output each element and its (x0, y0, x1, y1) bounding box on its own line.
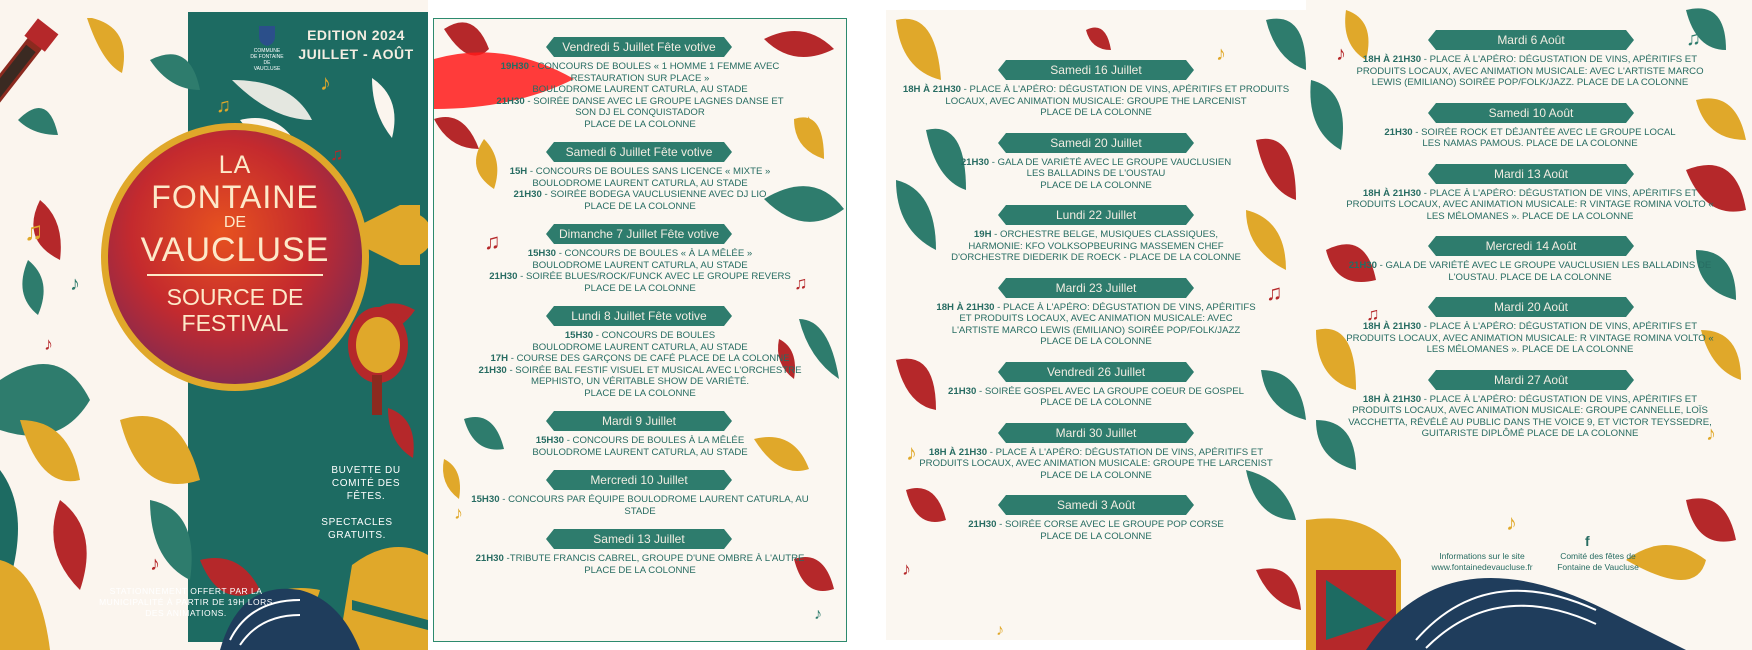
event-time: 18H À 21H30 (936, 301, 995, 313)
event-line: LES NAMAS PAMOUS. PLACE DE LA COLONNE (1422, 138, 1638, 149)
shield-icon (257, 24, 277, 46)
event-details (890, 519, 1302, 542)
event-date-header: Samedi 20 Juillet (1006, 133, 1186, 153)
festival-poster (0, 0, 428, 650)
svg-text:♪: ♪ (902, 559, 911, 579)
event-time: 21H30 (948, 385, 977, 397)
event-line: 21H30 - SOIRÉE BAL FESTIF VISUEL ET MUSICAL AVEC L'ORCHESTRE (478, 364, 802, 376)
svg-text:♪: ♪ (996, 622, 1004, 639)
event-date-header: Samedi 6 Juillet Fête votive (554, 142, 724, 162)
comite-line-2: Fontaine de Vaucluse (1557, 561, 1639, 572)
event-time: 21H30 (475, 553, 504, 564)
title-divider (147, 274, 323, 276)
event-line: PLACE DE LA COLONNE (584, 200, 696, 212)
event-line: 21H30 - GALA DE VARIÉTÉ AVEC LE GROUPE VAUCLUSIEN LES BALLADINS DE (1348, 260, 1712, 271)
event-time: 19H30 (500, 61, 529, 72)
svg-text:♫: ♫ (330, 144, 344, 164)
event-line: 15H - CONCOURS DE BOULES SANS LICENCE « MIXTE » (509, 166, 771, 177)
municipality-badge (250, 24, 284, 72)
event-line: LOCAUX, AVEC ANIMATION MUSICALE: GROUPE THE LARCENIST (945, 95, 1247, 107)
event-line: 19H - ORCHESTRE BELGE, MUSIQUES CLASSIQUES, (973, 229, 1219, 240)
event-date-header: Mercredi 14 Août (1436, 236, 1626, 256)
svg-text:♪: ♪ (1336, 43, 1346, 65)
event-time: 15H30 (471, 494, 500, 505)
event-line: 18H À 21H30 - PLACE À L'APÉRO: DÉGUSTATION DE VINS, APÉRITIFS (936, 301, 1256, 313)
event-details (890, 447, 1302, 482)
facebook-icon[interactable]: f (1585, 533, 1590, 549)
event-details (890, 302, 1302, 348)
event-line: LES MÉLOMANES ». PLACE DE LA COLONNE (1426, 344, 1634, 355)
event-date-header: Samedi 3 Août (1006, 495, 1186, 515)
title-de: DE (223, 214, 247, 231)
schedule-panel-1 (433, 18, 847, 642)
svg-text:♫: ♫ (24, 216, 44, 246)
schedule-panel-3 (1306, 0, 1752, 650)
event-time: 18H À 21H30 (902, 84, 962, 95)
event-time: 21H30 (496, 95, 525, 107)
edition-year: EDITION 2024 (307, 27, 405, 43)
edition-label (296, 26, 416, 64)
event-date-header: Lundi 8 Juillet Fête votive (554, 306, 724, 326)
event-line: 18H À 21H30 - PLACE À L'APÉRO: DÉGUSTATION DE VINS, APÉRITIFS ET PRODUITS (902, 84, 1290, 95)
event-line: 15H30 - CONCOURS DE BOULES (564, 330, 716, 341)
event-time: 18H À 21H30 (1362, 54, 1422, 65)
event-line: D'ORCHESTRE DIEDERIK DE ROECK - PLACE DE LA COLONNE (951, 252, 1241, 263)
event-line: 17H - COURSE DES GARÇONS DE CAFÉ PLACE DE LA COLONNE (490, 353, 790, 364)
event-line: LEWIS (EMILIANO) SOIRÉE POP/FOLK/JAZZ. PLACE DE LA COLONNE (1371, 77, 1689, 88)
event-date-header: Mardi 27 Août (1436, 370, 1626, 390)
event-line: LES BALLADINS DE L'OUSTAU (1026, 168, 1166, 179)
svg-text:♪: ♪ (814, 606, 822, 623)
schedule-panel-2 (886, 10, 1306, 640)
event-line: 18H À 21H30 - PLACE À L'APÉRO: DÉGUSTATION DE VINS, APÉRITIFS ET (1362, 54, 1698, 65)
event-line: PLACE DE LA COLONNE (1040, 179, 1152, 191)
event-time: 21H30 (1384, 126, 1413, 138)
event-date-header: Samedi 10 Août (1436, 103, 1626, 123)
event-line: 21H30 - SOIRÉE BODEGA VAUCLUSIENNE AVEC DJ LIO (513, 189, 767, 200)
event-line: 21H30 -TRIBUTE FRANCIS CABREL, GROUPE D'UNE OMBRE À L'AUTRE (475, 553, 805, 564)
event-line: PRODUITS LOCAUX, AVEC ANIMATION MUSICALE: AVEC L'ARTISTE MARCO (1356, 65, 1704, 77)
event-line: L'ARTISTE MARCO LEWIS (EMILIANO) SOIRÉE POP/FOLK/JAZZ (951, 324, 1241, 336)
svg-text:♪: ♪ (70, 273, 80, 295)
svg-text:♪: ♪ (320, 70, 331, 95)
event-details (1314, 260, 1746, 283)
comite-info (1538, 551, 1658, 572)
event-line: 19H30 - CONCOURS DE BOULES « 1 HOMME 1 FEMME AVEC (500, 61, 780, 72)
svg-text:♪: ♪ (44, 334, 53, 354)
parking-text: STATIONNEMENT OFFERT PAR LA MUNICIPALITÉ À PARTIR DE 19H LORS DES ANIMATIONS. (99, 586, 273, 618)
event-line: BOULODROME LAURENT CATURLA, AU STADE (532, 259, 748, 271)
event-time: 21H30 (1348, 260, 1377, 271)
event-line: MEPHISTO, UN VÉRITABLE SHOW DE VARIÉTÉ. (530, 376, 750, 387)
event-time: 17H (490, 353, 509, 364)
event-time: 21H30 (489, 271, 518, 282)
event-line: 15H30 - CONCOURS PAR ÉQUIPE BOULODROME LAURENT CATURLA, AU (471, 494, 809, 505)
event-date-header: Vendredi 5 Juillet Fête votive (554, 37, 724, 57)
event-line: L'OUSTAU. PLACE DE LA COLONNE (1448, 271, 1612, 283)
event-details (440, 166, 840, 212)
event-date-header: Samedi 13 Juillet (554, 529, 724, 549)
event-details (1314, 321, 1746, 356)
svg-text:♪: ♪ (1506, 510, 1517, 535)
svg-text:♪: ♪ (150, 553, 160, 575)
event-date-header: Mardi 23 Juillet (1006, 278, 1186, 298)
buvette-text: BUVETTE DU COMITÉ DES FÊTES. (331, 465, 401, 502)
event-line: 21H30 - SOIRÉE ROCK ET DÉJANTÉE AVEC LE GROUPE LOCAL (1384, 126, 1676, 138)
event-line: 15H30 - CONCOURS DE BOULES À LA MÊLÉE (535, 435, 745, 446)
event-time: 18H À 21H30 (928, 446, 988, 458)
svg-text:♫: ♫ (794, 273, 808, 293)
event-details (1314, 188, 1746, 223)
svg-text:♫: ♫ (1366, 304, 1380, 324)
event-time: 21H30 (513, 189, 542, 200)
event-line: PLACE DE LA COLONNE (1040, 469, 1152, 481)
event-details (1314, 394, 1746, 440)
event-line: PLACE DE LA COLONNE (1040, 336, 1152, 347)
event-line: VACCHETTA, RÉVÉLÉ AU PUBLIC DANS THE VOICE 9, ET VICTOR TEYSSEDRE, (1348, 416, 1712, 428)
title-fontaine: FONTAINE (151, 179, 319, 215)
event-line: SON DJ EL CONQUISTADOR (575, 107, 705, 118)
svg-text:♫: ♫ (216, 95, 231, 117)
event-line: STADE (624, 505, 656, 517)
event-line: 21H30 - SOIRÉE DANSE AVEC LE GROUPE LAGNES DANSE ET (496, 95, 784, 107)
event-line: 21H30 - GALA DE VARIÉTÉ AVEC LE GROUPE VAUCLUSIEN (960, 156, 1232, 168)
svg-text:♫: ♫ (1686, 28, 1701, 50)
event-line: PRODUITS LOCAUX, AVEC ANIMATION MUSICALE: R VINTAGE ROMINA VOLTO « (1346, 332, 1714, 344)
event-details (890, 84, 1302, 119)
event-line: BOULODROME LAURENT CATURLA, AU STADE (532, 84, 748, 95)
svg-text:♫: ♫ (484, 229, 501, 254)
event-details (440, 494, 840, 517)
event-details (890, 386, 1302, 409)
event-date-header: Lundi 22 Juillet (1006, 205, 1186, 225)
poster-title (110, 150, 360, 336)
event-line: 21H30 - SOIRÉE GOSPEL AVEC LA GROUPE COEUR DE GOSPEL (948, 385, 1244, 397)
event-time: 21H30 (960, 156, 990, 168)
event-date-header: Vendredi 26 Juillet (1006, 362, 1186, 382)
event-line: 18H À 21H30 - PLACE À L'APÉRO: DÉGUSTATION DE VINS, APÉRITIFS ET (1362, 393, 1698, 405)
svg-text:♪: ♪ (906, 440, 917, 465)
event-details (440, 61, 840, 130)
event-line: PRODUITS LOCAUX, AVEC ANIMATION MUSICALE: R VINTAGE ROMINA VOLTO « (1346, 199, 1714, 210)
event-time: 18H À 21H30 (1362, 393, 1422, 405)
event-details (1314, 127, 1746, 150)
event-details (440, 330, 840, 399)
site-url[interactable]: www.fontainedevaucluse.fr (1431, 561, 1533, 572)
event-line: BOULODROME LAURENT CATURLA, AU STADE (532, 177, 748, 189)
event-time: 15H30 (527, 248, 557, 259)
event-line: ET PRODUITS LOCAUX, AVEC ANIMATION MUSICALE: AVEC (959, 313, 1233, 324)
badge-text: COMMUNE DE FONTAINE DE VAUCLUSE (250, 48, 284, 72)
svg-text:♪: ♪ (454, 503, 463, 523)
event-line: 18H À 21H30 - PLACE À L'APÉRO: DÉGUSTATION DE VINS, APÉRITIFS ET (1362, 187, 1698, 199)
event-line: PLACE DE LA COLONNE (584, 118, 696, 130)
event-line: PLACE DE LA COLONNE (1040, 530, 1152, 542)
event-line: 18H À 21H30 - PLACE À L'APÉRO: DÉGUSTATION DE VINS, APÉRITIFS ET (928, 446, 1264, 458)
spectacles-text: SPECTACLES GRATUITS. (321, 517, 393, 541)
event-time: 15H30 (564, 330, 594, 341)
event-details (890, 157, 1302, 192)
title-vaucluse: VAUCLUSE (140, 231, 330, 269)
event-line: BOULODROME LAURENT CATURLA, AU STADE (532, 341, 748, 353)
event-time: 21H30 (968, 519, 997, 530)
event-time: 15H30 (535, 435, 565, 446)
svg-text:♫: ♫ (1266, 280, 1283, 305)
event-details (440, 435, 840, 458)
title-la: LA (218, 151, 252, 179)
event-line: LES MÉLOMANES ». PLACE DE LA COLONNE (1426, 210, 1634, 222)
event-line: 21H30 - SOIRÉE BLUES/ROCK/FUNCK AVEC LE GROUPE REVERS (489, 271, 791, 282)
event-time: 15H (509, 166, 528, 177)
event-time: 21H30 (478, 364, 507, 376)
event-line: PLACE DE LA COLONNE (1040, 397, 1152, 408)
svg-text:♪: ♪ (1706, 423, 1716, 445)
event-details (440, 248, 840, 294)
event-date-header: Mercredi 10 Juillet (554, 470, 724, 490)
event-date-header: Mardi 6 Août (1436, 30, 1626, 50)
event-line: 21H30 - SOIRÉE CORSE AVEC LE GROUPE POP CORSE (968, 519, 1224, 530)
site-info-label: Informations sur le site (1439, 551, 1525, 561)
event-line: 15H30 - CONCOURS DE BOULES « À LA MÊLÉE » (527, 248, 753, 259)
event-line: PRODUITS LOCAUX, AVEC ANIMATION MUSICALE: GROUPE CANNELLE, LOÏS (1352, 405, 1708, 416)
event-details (890, 229, 1302, 264)
subtitle-source: SOURCE DE (166, 284, 304, 310)
event-date-header: Mardi 30 Juillet (1006, 423, 1186, 443)
svg-text:♪: ♪ (1216, 43, 1226, 65)
event-date-header: Mardi 9 Juillet (554, 411, 724, 431)
event-time: 18H À 21H30 (1362, 187, 1422, 199)
event-details (440, 553, 840, 576)
event-line: PRODUITS LOCAUX, AVEC ANIMATION MUSICALE: GROUPE THE LARCENIST (919, 458, 1273, 469)
comite-line-1: Comité des fêtes de (1560, 551, 1636, 561)
event-line: RESTAURATION SUR PLACE » (570, 72, 710, 84)
event-line: 18H À 21H30 - PLACE À L'APÉRO: DÉGUSTATION DE VINS, APÉRITIFS ET (1362, 321, 1698, 332)
event-date-header: Mardi 20 Août (1436, 297, 1626, 317)
event-time: 19H (973, 229, 992, 240)
event-date-header: Dimanche 7 Juillet Fête votive (554, 224, 724, 244)
subtitle-festival: FESTIVAL (181, 310, 289, 336)
event-line: PLACE DE LA COLONNE (584, 564, 696, 576)
svg-text:♪: ♪ (804, 111, 813, 131)
edition-months: JUILLET - AOÛT (298, 46, 414, 62)
event-line: HARMONIE: KFO VOLKSOPBEURING MASSEMEN CHEF (968, 240, 1224, 252)
event-line: PLACE DE LA COLONNE (584, 282, 696, 294)
event-line: GUITARISTE DIPLÔMÉ PLACE DE LA COLONNE (1421, 428, 1639, 439)
event-date-header: Mardi 13 Août (1436, 164, 1626, 184)
event-line: PLACE DE LA COLONNE (1040, 107, 1152, 118)
event-line: PLACE DE LA COLONNE (584, 387, 696, 399)
event-line: BOULODROME LAURENT CATURLA, AU STADE (532, 446, 748, 458)
event-date-header: Samedi 16 Juillet (1006, 60, 1186, 80)
event-details (1314, 54, 1746, 89)
event-time: 18H À 21H30 (1362, 321, 1422, 332)
